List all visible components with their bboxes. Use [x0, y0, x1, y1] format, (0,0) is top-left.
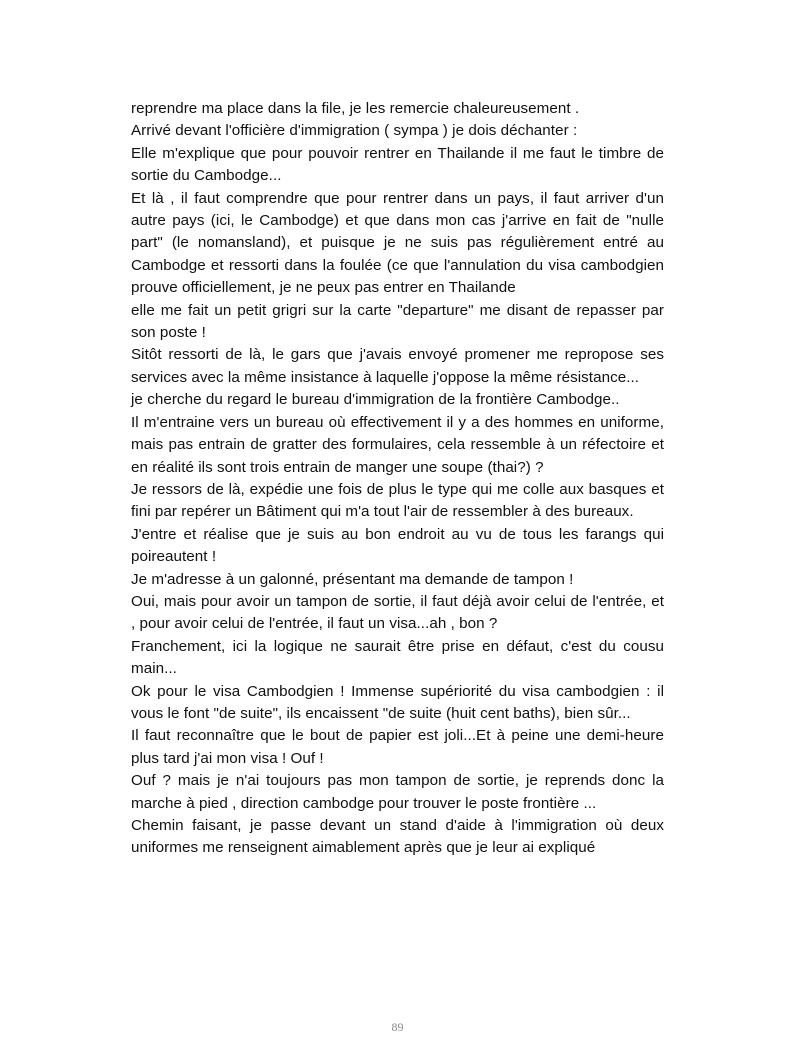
paragraph-13: Franchement, ici la logique ne saurait être prise en défaut, c'est du cousu main... — [131, 637, 664, 678]
page-number: 89 — [391, 1020, 404, 1034]
paragraph-14: Ok pour le visa Cambodgien ! Immense supériorité du visa cambodgien : il vous le font "de suite", ils encaissent "de suite (huit cent baths), bien sûr... — [131, 682, 664, 722]
paragraph-4: Et là , il faut comprendre que pour rentrer dans un pays, il faut arriver d'un autre pays (ici, le Cambodge) et que dans mon cas j'arrive en fait de "nulle part" (le nomansland), et puisque je ne suis pas régulièrement entré au Cambodge et ressorti dans la foulée (ce que l'annulation du visa cambodgien prouve officiellement, je ne peux pas entrer en Thailande — [131, 189, 664, 297]
paragraph-1: reprendre ma place dans la file, je les remercie chaleureusement . — [131, 100, 580, 117]
paragraph-9: Je ressors de là, expédie une fois de plus le type qui me colle aux basques et fini par repérer un Bâtiment qui m'a tout l'air de ressembler à des bureaux. — [131, 480, 664, 521]
paragraph-3: Elle m'explique que pour pouvoir rentrer en Thailande il me faut le timbre de sortie du Cambodge... — [131, 144, 664, 185]
text-body — [131, 98, 664, 860]
paragraph-17: Chemin faisant, je passe devant un stand d'aide à l'immigration où deux uniformes me renseignent aimablement après que je leur ai expliqué — [131, 817, 664, 857]
paragraph-8: Il m'entraine vers un bureau où effectivement il y a des hommes en uniforme, mais pas entrain de gratter des formulaires, cela ressemble à un réfectoire et en réalité ils sont trois entrain de manger une soupe (thai?) ? — [131, 413, 664, 476]
paragraph-6: Sitôt ressorti de là, le gars que j'avais envoyé promener me repropose ses services avec la même insistance à laquelle j'oppose la même résistance... — [131, 346, 664, 386]
paragraph-7: je cherche du regard le bureau d'immigration de la frontière Cambodge.. — [131, 391, 620, 409]
paragraph-15: Il faut reconnaître que le bout de papier est joli...Et à peine une demi-heure plus tard j'ai mon visa ! Ouf ! — [131, 727, 664, 767]
paragraph-12: Oui, mais pour avoir un tampon de sortie, il faut déjà avoir celui de l'entrée, et , pour avoir celui de l'entrée, il faut un visa...ah , bon ? — [131, 592, 664, 633]
paragraph-2: Arrivé devant l'officière d'immigration ( sympa ) je dois déchanter : — [131, 122, 578, 140]
paragraph-10: J'entre et réalise que je suis au bon endroit au vu de tous les farangs qui poireautent ! — [131, 525, 664, 566]
paragraph-16: Ouf ? mais je n'ai toujours pas mon tampon de sortie, je reprends donc la marche à pied , direction cambodge pour trouver le poste frontière ... — [131, 772, 664, 812]
paragraph-11: Je m'adresse à un galonné, présentant ma demande de tampon ! — [131, 570, 574, 588]
paragraph-5: elle me fait un petit grigri sur la carte "departure" me disant de repasser par son poste ! — [131, 301, 664, 342]
